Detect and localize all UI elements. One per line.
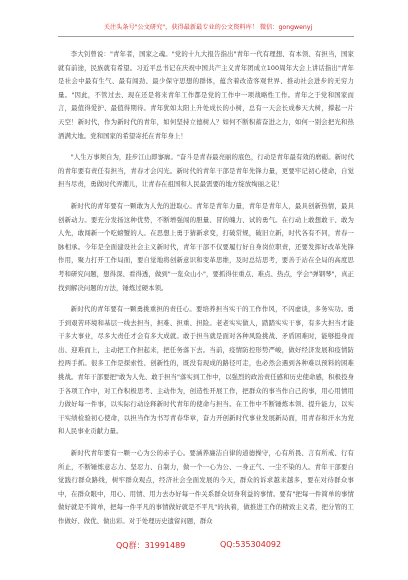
footer-qq-number: QQ:535304092: [220, 540, 282, 549]
page-footer: [0, 540, 408, 554]
page-header: 关注头条号"公文研究"，获得最新最专业的公文资料库！ 微信：gongwenyj: [103, 24, 313, 31]
paragraph-2: "人生万事须自为，跬步江山即寥廓。"奋斗是青春最亮丽的底色，行动是青年最有效的磨砺。新时代的青年要有责任有担当，青春才会闪光。新时代的青年干部是青年先锋力量，更要牢记初心使命，自觉担当尽责，勇做时代弄潮儿，让青春在祖国和人民最需要的地方绽放绚丽之花！: [58, 153, 354, 189]
header-divider: [58, 36, 354, 37]
paragraph-5: 新时代青年要有一颗一心为公的赤子心。要涵养廉洁自律的道德操守，心有所畏、言有所戒、行有所止，不断锤炼意志力、坚忍力、自制力，做一个一心为公、一身正气、一尘不染的人。青年干部要自觉践行群众路线，树牢群众观点，经济社会全面发展的今天，群众的诉求越来越多，要在对待群众事中，在群众眼中，用心、用情、用力去办好每一件关系群众切身利益的事情。要有"把每一件简单的事情做好就是不简单，把每一件平凡的事情做好就是不平凡"的执着，做推进工作的精致主义者，把分管的工作做好、做优、做出彩。对于处理历史遗留问题，群众: [58, 449, 354, 525]
article-body: [58, 48, 354, 537]
paragraph-3: 新时代的青年要有一颗敢为人先的进取心。青年是青年力量，青年是青年人，最具创新热情，最具创新动力。要充分发扬这种优势，不断增强闯的胆量、冒的魄力、试的勇气。在行动上敢想敢干、敢为人先，敢闯新一个吃螃蟹的人。在思想上勇于猜新求变，打破常规，破旧立新，时代各有不同，青春一脉相承。今年是全面建设社会主义新时代，青年干部不仅要履行好自身岗位职责，还要发挥好改革先锋作用，聚力打开工作局面，要自觉地将创新意识和变革思维，及时总结思考，要善于站在全局的高度思考和研究问题，想得深、看得透，做到"一览众山小"，要抓得住重点、难点、热点，学会"弹钢琴"，真正找到解决问题的方法，锤炼过硬本领。: [58, 201, 354, 292]
paragraph-1: 李大钊曾说："青年者，国家之魂。"党的十九大报告指出"青年一代有理想、有本领、有担当，国家就有前途，民族就有希望。习近平总书记在庆祝中国共产主义青年团成立100周年大会上讲话指出"青年是社会中最有生气、最有闯劲、最少保守思想的群体，蕴含着改造客观世界、推动社会进步的无穷力量。"因此，不管过去、现在还是将来青年工作都是党的工作中一项战略性工作。青年之于党和国家而言，最值得爱护、最值得期待。青年犹如太阳上升处成长的小树，总有一天会长成参天大树，撑起一片天空！新时代，作为新时代的青年，如何坚持立德树人？如何不断积蓄奋进之力，如何一别会把光和热洒满大地。党和国家的希望寄托在青年身上！: [58, 50, 354, 140]
paragraph-4: 新时代的青年要有一颗勇挑重担的责任心。要培养担当实干的工作作风，不闪虚谈，多务实功。勇于到艰苦环境和基层一线去担当，担难、担重、担险。老老实实做人，踏踏实实干事，有多大担当才能干多大事业，尽多大责任才会有多大成就。敢于担当就是面对各种风险挑战、矛盾困难时，能够挺身而出、迎难而上，主动把工作担起来，把任务落下去。当前，疫情防控形势严峻，做好经济发展和疫情防控两手抓。很多工作是探索性、创新性的，既没有现成的路径可走，也必然会遇到各种难以预料的困难挑战。青年干部要把"敢为人先、敢于担当"落实到工作中，以强烈的政治责任感和历史使命感，积极投身于各项工作中，对工作积极思考、主动作为，创造性开展工作，把群众的事当作自己的事，用心用情用力做好每一件事，以实际行动诠释新时代青年的使命与担当。在工作中不断锤炼本领、提升能力，以实干实绩检验初心使命，以担当作为书写青春华章，奋力开创新时代事业发展新局面，用青春和汗水为党和人民事业贡献力量。: [58, 305, 354, 436]
footer-qq-group: QQ群：31991489: [116, 541, 186, 550]
